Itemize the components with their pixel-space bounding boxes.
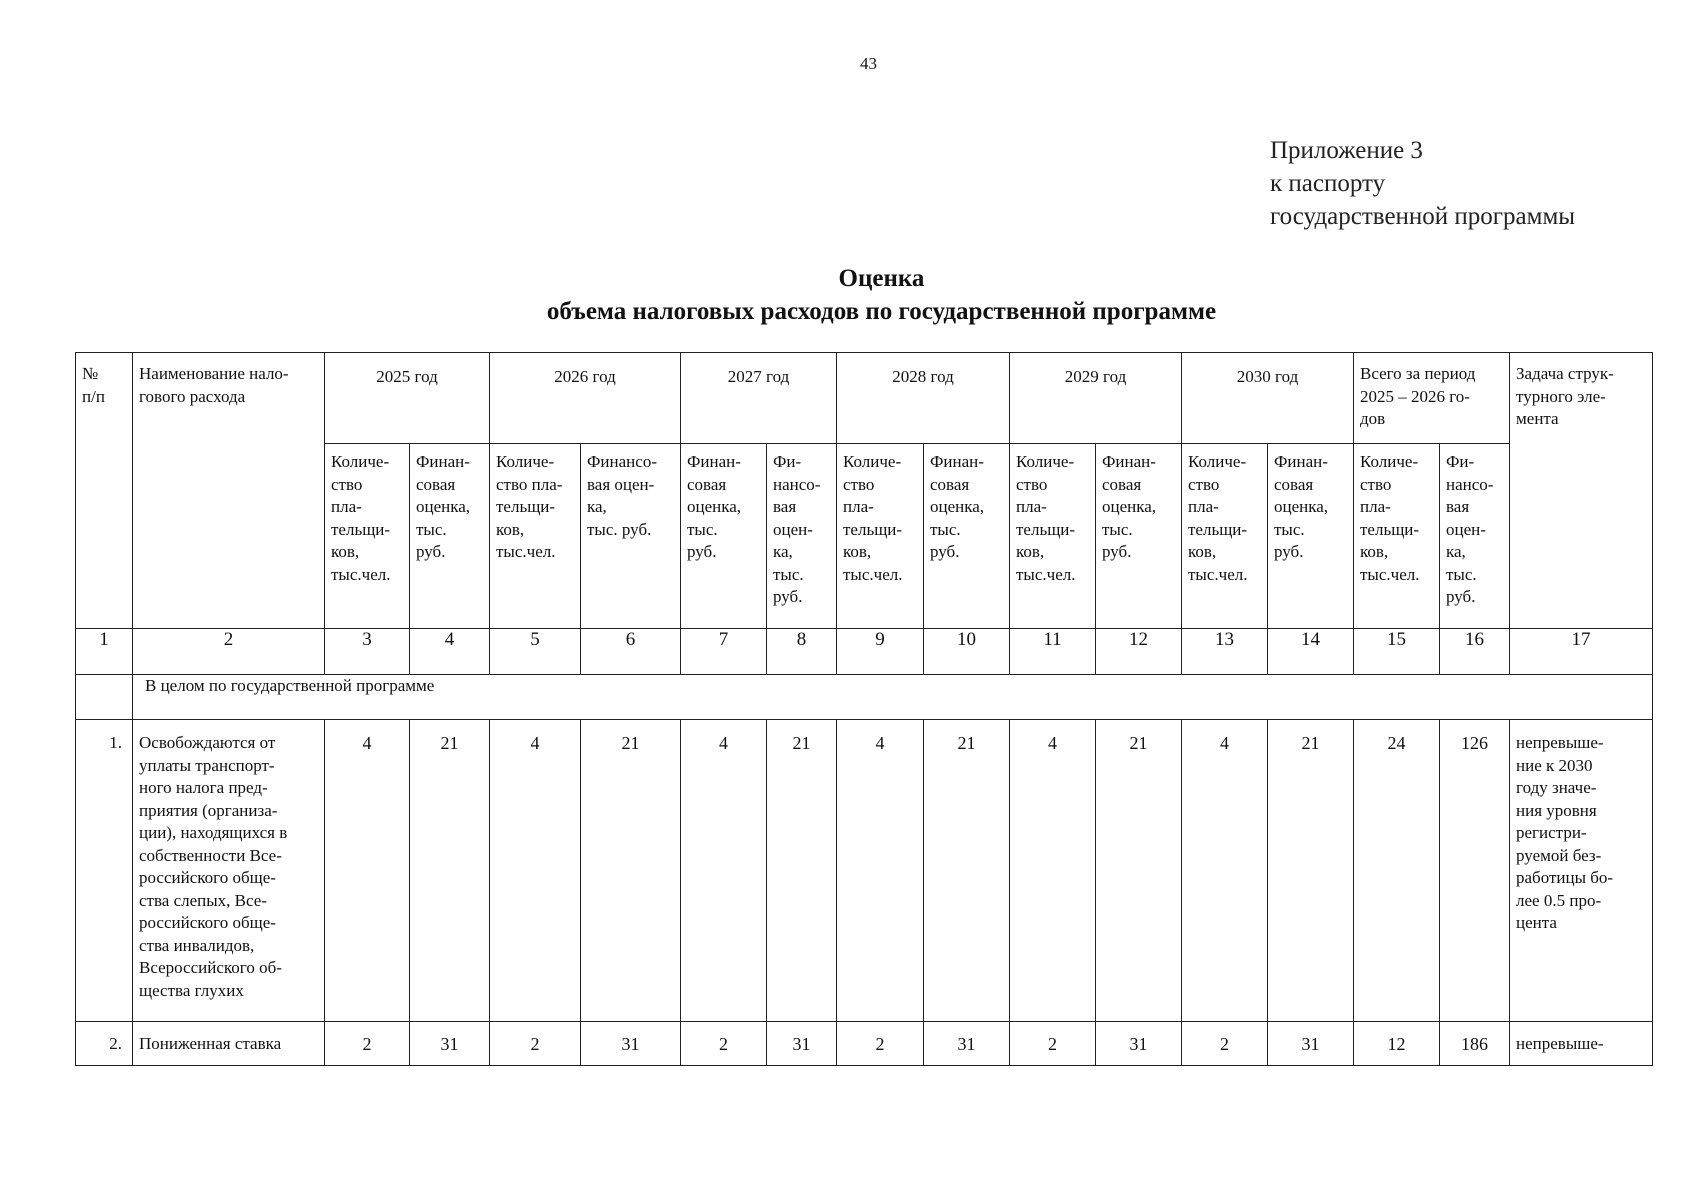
- header-year: 2027 год: [681, 353, 837, 444]
- header-subcolumn: Финан- совая оценка, тыс. руб.: [924, 444, 1010, 629]
- row-value: 2: [1010, 1022, 1096, 1066]
- header-num: № п/п: [76, 353, 133, 629]
- column-number-cell: 4: [410, 629, 490, 675]
- header-subcolumn: Количе- ство пла- тельщи- ков, тыс.чел.: [837, 444, 924, 629]
- summary-row: [76, 675, 1653, 720]
- title-line-2: объема налоговых расходов по государственной программе: [546, 298, 1217, 325]
- table-row: [76, 1022, 1653, 1066]
- row-value: 4: [325, 720, 410, 1022]
- row-task: непревыше- ние к 2030 году значе- ния уровня регистри- руемой без- работицы бо- лее 0.5 про- цента: [1510, 720, 1653, 1022]
- header-year: 2029 год: [1010, 353, 1182, 444]
- row-value: 4: [681, 720, 767, 1022]
- header-year: 2030 год: [1182, 353, 1354, 444]
- column-number-cell: 16: [1440, 629, 1510, 675]
- column-number-cell: 12: [1096, 629, 1182, 675]
- column-number-cell: 1: [76, 629, 133, 675]
- header-subcolumn: Фи- нансо- вая оцен- ка, тыс. руб.: [767, 444, 837, 629]
- row-value: 24: [1354, 720, 1440, 1022]
- header-subcolumn: Финансо- вая оцен- ка, тыс. руб.: [581, 444, 681, 629]
- row-value: 12: [1354, 1022, 1440, 1066]
- header-subcolumn: Количе- ство пла- тельщи- ков, тыс.чел.: [1182, 444, 1268, 629]
- appendix-line-3: государственной программы: [1270, 203, 1576, 230]
- table-row: [76, 720, 1653, 1022]
- row-value: 21: [1096, 720, 1182, 1022]
- row-value: 21: [924, 720, 1010, 1022]
- header-subcolumn: Количе- ство пла- тельщи- ков, тыс.чел.: [1354, 444, 1440, 629]
- column-number-cell: 2: [133, 629, 325, 675]
- column-number-row: [76, 629, 1653, 675]
- column-number-cell: 9: [837, 629, 924, 675]
- header-subcolumn: Финан- совая оценка, тыс. руб.: [1096, 444, 1182, 629]
- row-value: 31: [767, 1022, 837, 1066]
- header-year: 2026 год: [490, 353, 681, 444]
- row-value: 2: [490, 1022, 581, 1066]
- column-number-cell: 5: [490, 629, 581, 675]
- tax-expenditure-table: [75, 352, 1653, 1066]
- column-number-cell: 17: [1510, 629, 1653, 675]
- header-year: 2028 год: [837, 353, 1010, 444]
- header-subcolumn: Количе- ство пла- тельщи- ков, тыс.чел.: [325, 444, 410, 629]
- row-value: 4: [1182, 720, 1268, 1022]
- column-number-cell: 6: [581, 629, 681, 675]
- row-value: 31: [581, 1022, 681, 1066]
- row-value: 4: [490, 720, 581, 1022]
- header-year: 2025 год: [325, 353, 490, 444]
- row-value: 31: [924, 1022, 1010, 1066]
- row-value: 21: [410, 720, 490, 1022]
- row-number: 1.: [76, 720, 133, 1022]
- row-value: 31: [1268, 1022, 1354, 1066]
- row-name: Освобождаются от уплаты транспорт- ного налога пред- приятия (организа- ции), находящихся в собственности Все- российского обще- ства слепых, Все- российского обще- ства инвалидов, Всероссийского об- щества глухих: [133, 720, 325, 1022]
- row-value: 126: [1440, 720, 1510, 1022]
- column-number-cell: 15: [1354, 629, 1440, 675]
- row-value: 21: [1268, 720, 1354, 1022]
- row-number: 2.: [76, 1022, 133, 1066]
- title-line-1: Оценка: [838, 265, 925, 292]
- column-number-cell: 10: [924, 629, 1010, 675]
- column-number-cell: 11: [1010, 629, 1096, 675]
- header-subcolumn: Количе- ство пла- тельщи- ков, тыс.чел.: [490, 444, 581, 629]
- row-task: непревыше-: [1510, 1022, 1653, 1066]
- column-number-cell: 7: [681, 629, 767, 675]
- summary-empty-cell: [76, 675, 133, 720]
- row-value: 21: [767, 720, 837, 1022]
- appendix-line-1: Приложение 3: [1270, 137, 1423, 164]
- header-total: Всего за период 2025 – 2026 го- дов: [1354, 353, 1510, 444]
- column-number-cell: 8: [767, 629, 837, 675]
- row-value: 186: [1440, 1022, 1510, 1066]
- header-task: Задача струк- турного эле- мента: [1510, 353, 1653, 629]
- row-value: 31: [1096, 1022, 1182, 1066]
- row-value: 2: [325, 1022, 410, 1066]
- appendix-note: [1270, 134, 1575, 233]
- header-name: Наименование нало- гового расхода: [133, 353, 325, 629]
- row-value: 4: [837, 720, 924, 1022]
- header-subcolumn: Финан- совая оценка, тыс. руб.: [410, 444, 490, 629]
- header-subcolumn: Количе- ство пла- тельщи- ков, тыс.чел.: [1010, 444, 1096, 629]
- document-title: [0, 262, 1697, 328]
- column-number-cell: 13: [1182, 629, 1268, 675]
- header-subcolumn: Фи- нансо- вая оцен- ка, тыс. руб.: [1440, 444, 1510, 629]
- row-value: 2: [1182, 1022, 1268, 1066]
- row-value: 4: [1010, 720, 1096, 1022]
- appendix-line-2: к паспорту: [1270, 170, 1386, 197]
- header-subcolumn: Финан- совая оценка, тыс. руб.: [681, 444, 767, 629]
- row-value: 21: [581, 720, 681, 1022]
- column-number-cell: 3: [325, 629, 410, 675]
- page-number: 43: [860, 54, 877, 73]
- row-name: Пониженная ставка: [133, 1022, 325, 1066]
- header-subcolumn: Финан- совая оценка, тыс. руб.: [1268, 444, 1354, 629]
- row-value: 31: [410, 1022, 490, 1066]
- row-value: 2: [837, 1022, 924, 1066]
- column-number-cell: 14: [1268, 629, 1354, 675]
- summary-label: В целом по государственной программе: [133, 675, 1653, 720]
- header-row-years: [76, 353, 1653, 444]
- row-value: 2: [681, 1022, 767, 1066]
